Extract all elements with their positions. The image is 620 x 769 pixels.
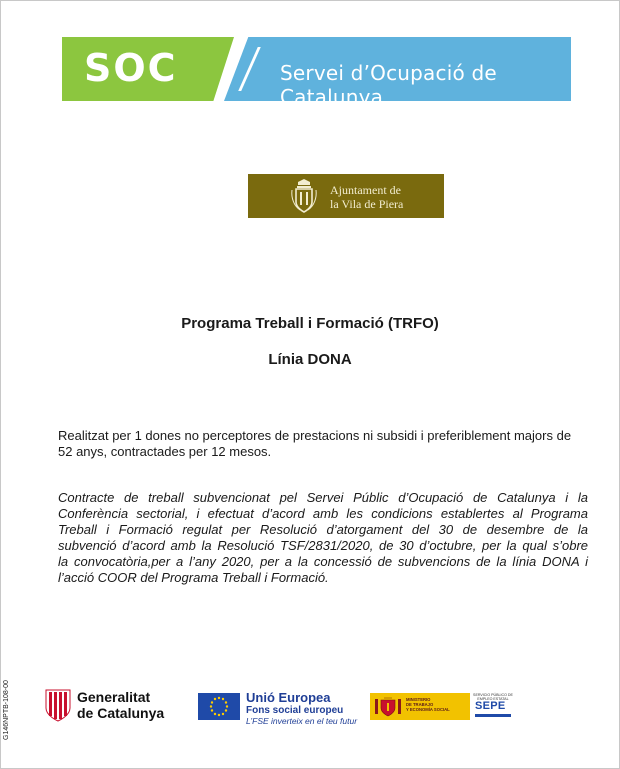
eu-line-3: L’FSE inverteix en el teu futur bbox=[246, 716, 358, 726]
ministerio-logo bbox=[370, 693, 470, 720]
legal-paragraph bbox=[58, 490, 588, 586]
gencat-line-1: Generalitat bbox=[77, 689, 151, 705]
soc-full-name: Servei d’Ocupació de Catalunya bbox=[280, 61, 497, 109]
ajuntament-logo bbox=[248, 174, 444, 218]
sepe-bar bbox=[475, 714, 511, 717]
town-crest-icon bbox=[288, 178, 320, 214]
legal-line: Conferència sectorial, i efectuat d’acord amb les condicions establertes al Programa bbox=[58, 506, 588, 521]
program-title: Programa Treball i Formació (TRFO) bbox=[181, 315, 439, 332]
sepe-logo bbox=[473, 693, 513, 720]
legal-line: Treball i Formació regulat per Resolució d’atorgament del 30 de desembre de la bbox=[58, 522, 588, 537]
eu-logo bbox=[198, 690, 370, 726]
min-line-1: MINISTERIO bbox=[406, 697, 431, 702]
eu-flag-icon bbox=[198, 693, 240, 720]
legal-line: subvenció d’acord amb la Resolució TSF/2831/2020, de 30 d’octubre, per la qual s’obre bbox=[58, 538, 588, 553]
eu-line-1: Unió Europea bbox=[246, 690, 331, 705]
line-title: Línia DONA bbox=[268, 351, 352, 368]
legal-line: l’acció COOR del Programa Treball i Formació. bbox=[58, 570, 329, 585]
gencat-line-2: de Catalunya bbox=[77, 705, 165, 721]
gencat-stripes-icon bbox=[44, 688, 72, 722]
generalitat-name bbox=[77, 689, 164, 721]
min-line-3: Y ECONOMÍA SOCIAL bbox=[406, 707, 450, 712]
soc-acronym: SOC bbox=[84, 46, 178, 90]
ajuntament-name bbox=[330, 183, 403, 211]
spain-shield-icon bbox=[374, 696, 402, 717]
description-paragraph: Realitzat per 1 dones no perceptores de prestacions ni subsidi i preferiblement majors de 52 anys, contractades per 12 mesos. bbox=[58, 428, 572, 459]
eu-text bbox=[246, 691, 357, 726]
soc-logo-banner bbox=[62, 37, 571, 109]
ministerio-name bbox=[406, 697, 450, 712]
generalitat-logo bbox=[44, 688, 184, 724]
sepe-subtitle: SERVICIO PÚBLICO DE EMPLEO ESTATAL bbox=[473, 693, 513, 701]
sepe-wordmark: SEPE bbox=[475, 700, 506, 712]
legal-line: la convocatòria,per a l’any 2020, per a la concessió de subvencions de la línia DONA i bbox=[58, 554, 588, 569]
ajuntament-line-1: Ajuntament de bbox=[330, 183, 401, 197]
eu-line-2: Fons social europeu bbox=[246, 705, 344, 716]
ajuntament-line-2: la Vila de Piera bbox=[330, 197, 404, 211]
document-code: G146NPTB-108-00 bbox=[3, 680, 10, 740]
legal-line: Contracte de treball subvencionat pel Servei Públic d’Ocupació de Catalunya i la bbox=[58, 490, 588, 505]
min-line-2: DE TRABAJO bbox=[406, 702, 434, 707]
